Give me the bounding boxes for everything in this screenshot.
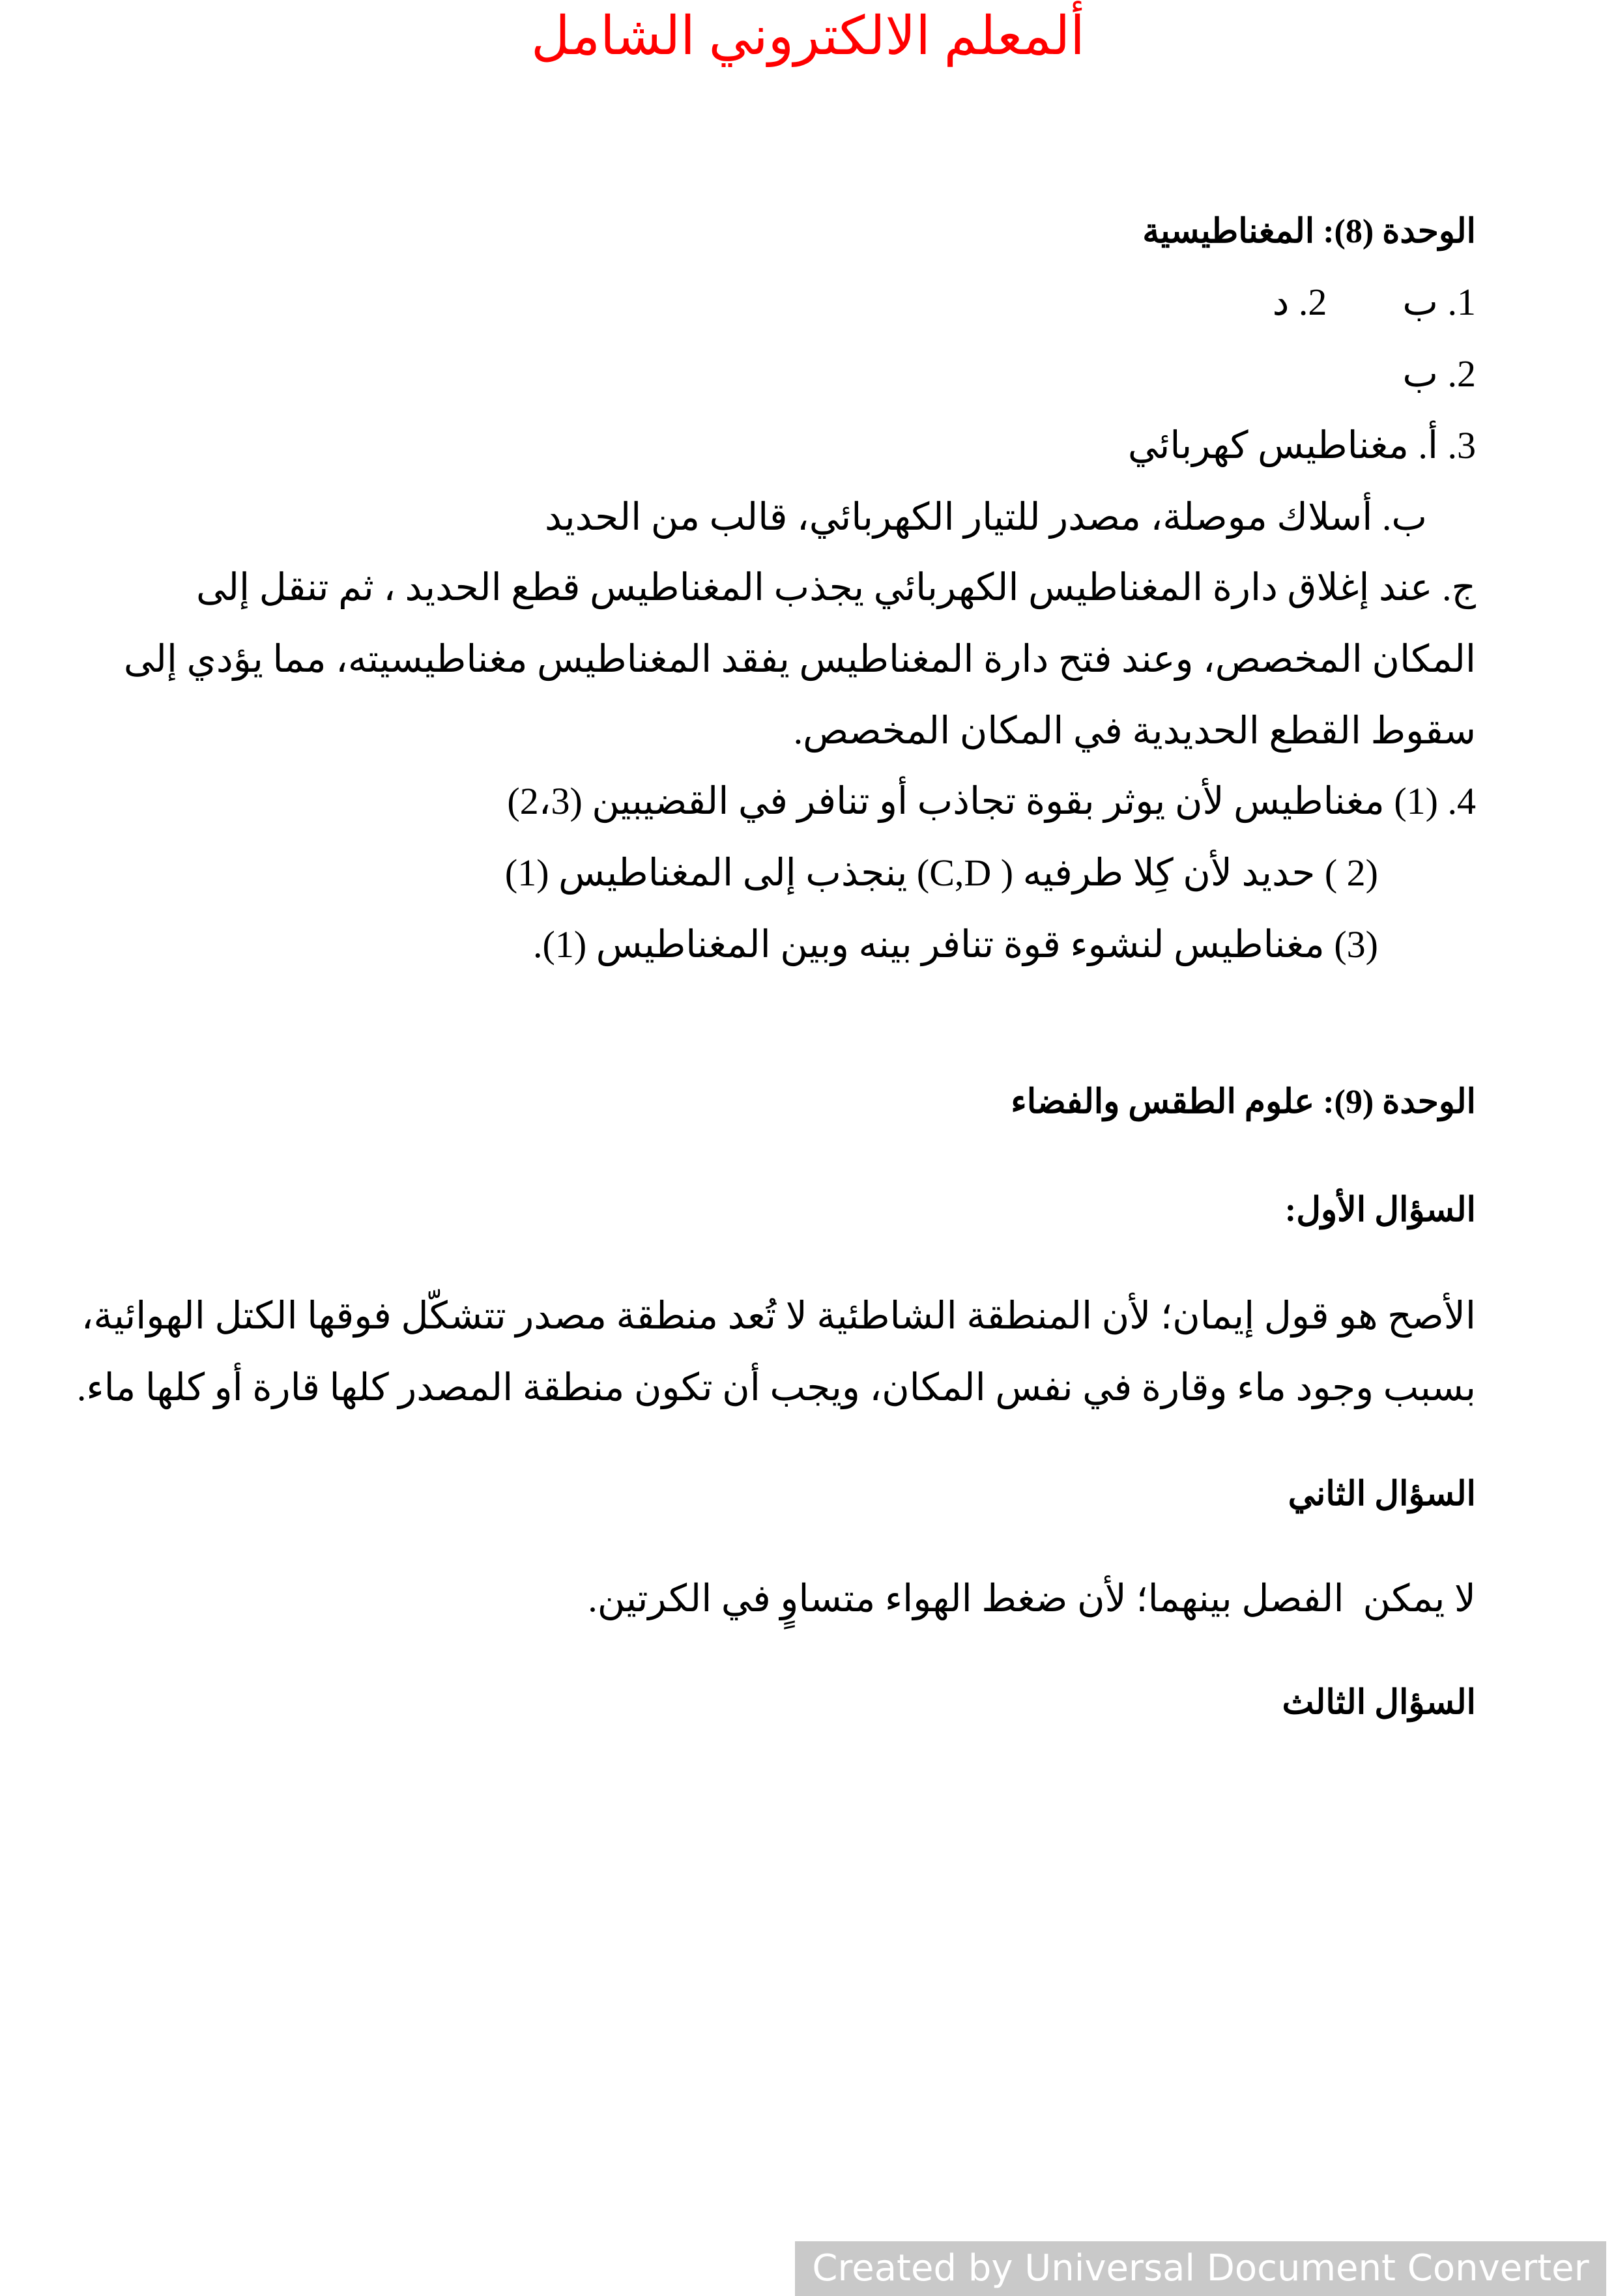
unit-8-answer-1: 1. ب 2. د: [1272, 281, 1476, 323]
unit-8-answer-4-part-2: (2 ) حديد لأن كِلا طرفيه ( C,D) ينجذب إلى المغناطيس (1): [504, 852, 1378, 894]
unit-8-answer-2: 2. ب: [1402, 352, 1476, 395]
page-title: ألمعلم الالكتروني الشامل: [531, 7, 1085, 66]
unit-8-heading: الوحدة (8): المغناطيسية: [1142, 213, 1476, 250]
question-1-answer-line-1: الأصح هو قول إيمان؛ لأن المنطقة الشاطئية لا تُعد منطقة مصدر تتشكّل فوقها الكتل الهوائية،: [81, 1295, 1476, 1337]
unit-8-answer-3c-line-2: المكان المخصص، وعند فتح دارة المغناطيس يفقد المغناطيس مغناطيسيته، مما يؤدي إلى: [123, 638, 1476, 680]
unit-8-answer-3c-line-1: ج. عند إغلاق دارة المغناطيس الكهربائي يجذب المغناطيس قطع الحديد ، ثم تنقل إلى: [196, 566, 1476, 609]
unit-8-answer-4-part-1: 4. (1) مغناطيس لأن يوثر بقوة تجاذب أو تنافر في القضيبين (2،3): [507, 780, 1476, 822]
question-1-heading: السؤال الأول:: [1284, 1192, 1476, 1229]
unit-8-answer-4-part-3: (3) مغناطيس لنشوء قوة تنافر بينه وبين المغناطيس (1).: [532, 923, 1378, 966]
unit-8-answer-3b: ب. أسلاك موصلة، مصدر للتيار الكهربائي، قالب من الحديد: [545, 496, 1427, 538]
unit-9-heading: الوحدة (9): علوم الطقس والفضاء: [1011, 1083, 1476, 1121]
question-1-answer-line-2: بسبب وجود ماء وقارة في نفس المكان، ويجب أن تكون منطقة المصدر كلها قارة أو كلها ماء.: [76, 1366, 1476, 1409]
question-3-heading: السؤال الثالث: [1282, 1684, 1476, 1721]
converter-watermark: Created by Universal Document Converter: [795, 2241, 1606, 2296]
unit-8-answer-3a: 3. أ. مغناطيس كهربائي: [1127, 424, 1476, 466]
question-2-heading: السؤال الثاني: [1288, 1476, 1476, 1513]
unit-8-answer-3c-line-3: سقوط القطع الحديدية في المكان المخصص.: [793, 710, 1476, 752]
question-2-answer: لا يمكن الفصل بينهما؛ لأن ضغط الهواء متساوٍ في الكرتين.: [588, 1577, 1476, 1620]
